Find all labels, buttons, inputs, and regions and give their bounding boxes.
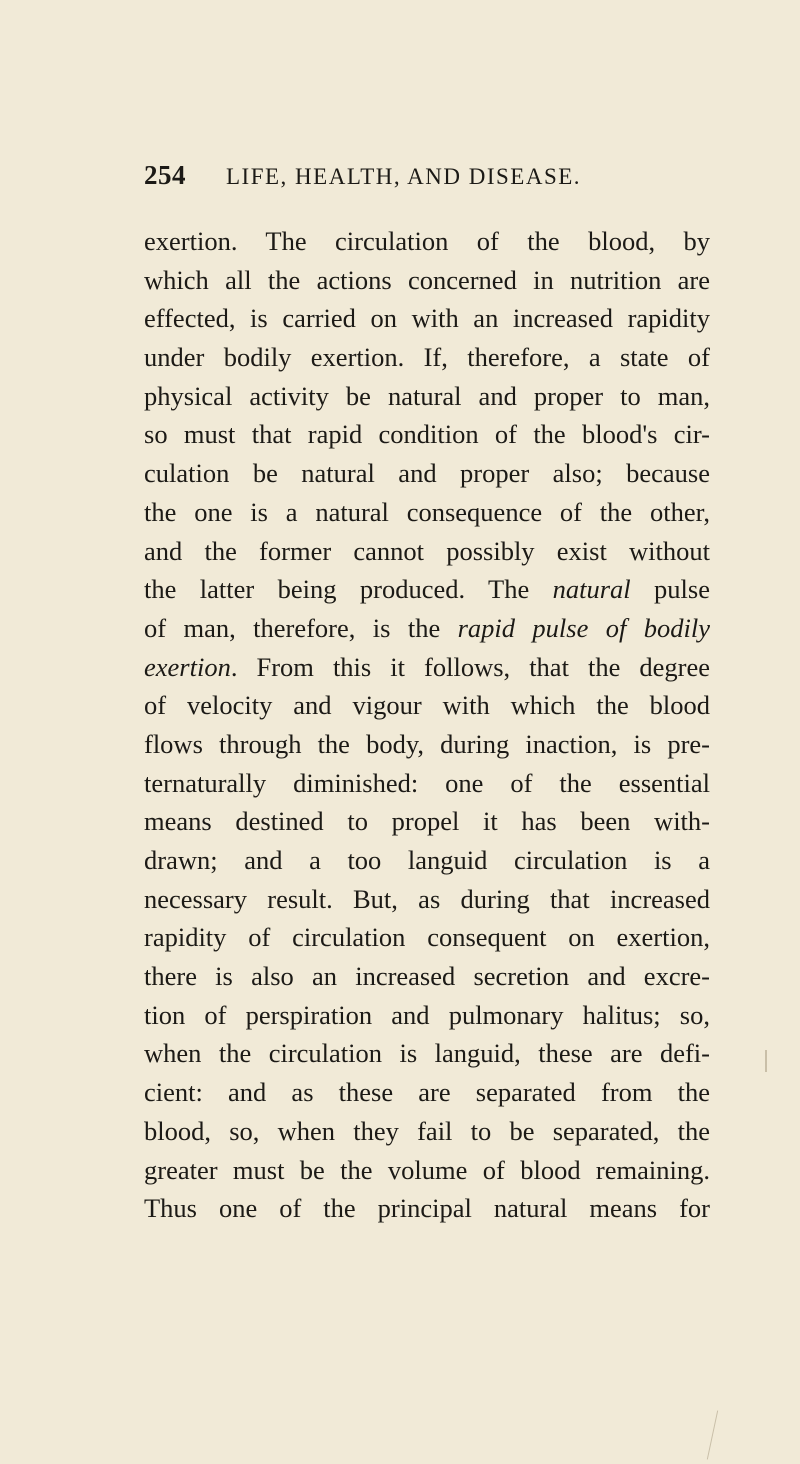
text-line-10 bbox=[144, 570, 710, 609]
body-text bbox=[144, 222, 710, 1228]
text-line-15: ternaturally diminished: one of the essential bbox=[144, 767, 710, 798]
text-line-16: means destined to propel it has been with- bbox=[144, 806, 710, 837]
text-line-3: effected, is carried on with an increased rapidity bbox=[144, 303, 710, 334]
text-line-12 bbox=[144, 648, 710, 687]
text-line-11 bbox=[144, 609, 710, 648]
text-line-21: tion of perspiration and pulmonary halitus; so, bbox=[144, 999, 710, 1030]
paper-mark bbox=[707, 1410, 718, 1459]
text-line-17: drawn; and a too languid circulation is a bbox=[144, 845, 710, 875]
text-line-22: when the circulation is languid, these are defi- bbox=[144, 1038, 710, 1069]
text-line-7: culation be natural and proper also; because bbox=[144, 458, 710, 489]
text-line-19: rapidity of circulation consequent on exertion, bbox=[144, 922, 710, 953]
text-line-18: necessary result. But, as during that increased bbox=[144, 883, 710, 914]
italic-text: rapid pulse of bodily bbox=[457, 612, 711, 643]
text-line-8: the one is a natural consequence of the other, bbox=[144, 496, 710, 527]
text-line-26: Thus one of the principal natural means for bbox=[144, 1193, 710, 1224]
text-line-9: and the former cannot possibly exist without bbox=[144, 535, 710, 566]
running-title: LIFE, HEALTH, AND DISEASE. bbox=[226, 164, 582, 189]
text-segment: of man, therefore, is the bbox=[144, 612, 458, 643]
text-line-5: physical activity be natural and proper to man, bbox=[144, 380, 710, 411]
page-number: 254 bbox=[144, 160, 186, 190]
text-line-1: exertion. The circulation of the blood, by bbox=[144, 226, 710, 256]
text-line-14: flows through the body, during inaction, is pre- bbox=[144, 728, 710, 759]
text-line-24: blood, so, when they fail to be separated, the bbox=[144, 1115, 710, 1146]
text-line-13: of velocity and vigour with which the blood bbox=[144, 690, 710, 721]
text-line-2: which all the actions concerned in nutrition are bbox=[144, 264, 710, 295]
text-segment: pulse bbox=[630, 574, 710, 605]
text-line-4: under bodily exertion. If, therefore, a state of bbox=[144, 342, 710, 373]
text-segment: . From this it follows, that the degree bbox=[230, 651, 710, 682]
italic-text: natural bbox=[552, 574, 631, 605]
text-segment: the latter being produced. The bbox=[144, 574, 553, 605]
text-line-23: cient: and as these are separated from the bbox=[144, 1077, 710, 1108]
text-line-20: there is also an increased secretion and excre- bbox=[144, 961, 710, 992]
paper-mark bbox=[765, 1050, 767, 1072]
text-line-25: greater must be the volume of blood remaining. bbox=[144, 1154, 710, 1185]
text-line-6: so must that rapid condition of the blood's cir- bbox=[144, 419, 710, 450]
italic-text: exertion bbox=[144, 651, 231, 682]
running-head bbox=[144, 160, 704, 200]
